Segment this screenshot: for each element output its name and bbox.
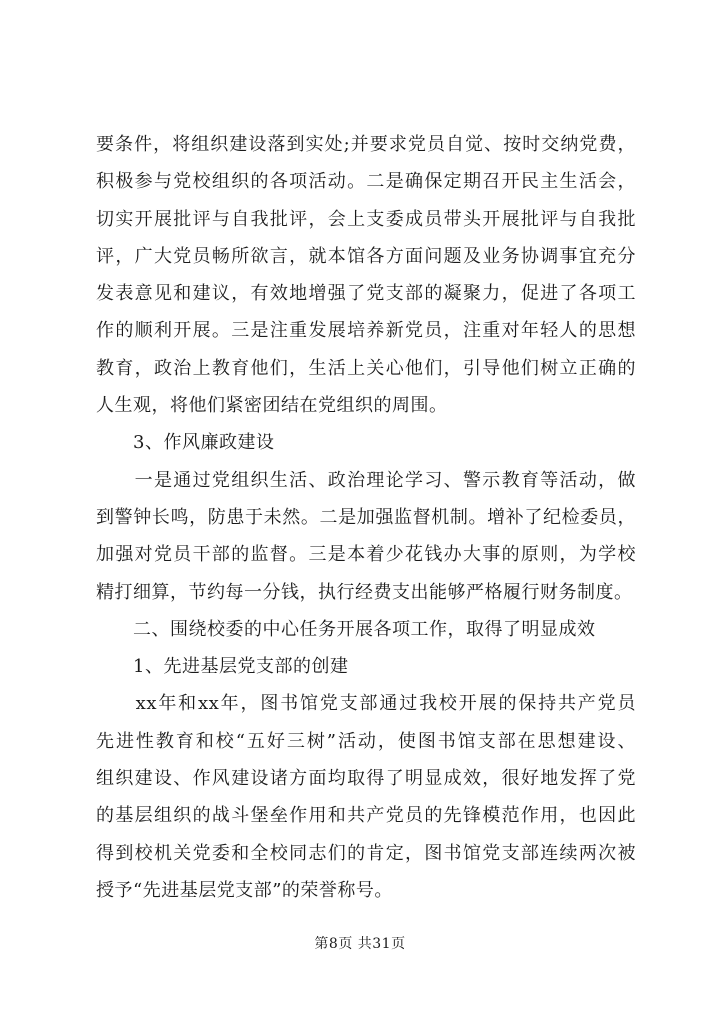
text-line: 人生观，将他们紧密团结在党组织的周围。 [96,395,448,417]
text-line: 切实开展批评与自我批评，会上支委成员带头开展批评与自我批 [96,208,636,230]
text-line: 授予“先进基层党支部”的荣誉称号。 [96,879,393,901]
section-heading: 3、作风廉政建设 [96,432,275,454]
text-line: 先进性教育和校“五好三树”活动，使图书馆支部在思想建设、 [96,730,636,752]
text-line: 精打细算，节约每一分钱，执行经费支出能够严格履行财务制度。 [96,581,633,603]
text-line: xx年和xx年，图书馆党支部通过我校开展的保持共产党员 [96,693,636,715]
text-line: 加强对党员干部的监督。三是本着少花钱办大事的原则，为学校 [96,544,636,566]
text-line: 评，广大党员畅所欲言，就本馆各方面问题及业务协调事宜充分 [96,245,636,267]
section-heading: 二、围绕校委的中心任务开展各项工作，取得了明显成效 [96,618,596,640]
page-footer: 第8页 共31页 [314,936,406,952]
text-line: 的基层组织的战斗堡垒作用和共产党员的先锋模范作用，也因此 [96,805,636,827]
text-line: 得到校机关党委和全校同志们的肯定，图书馆党支部连续两次被 [96,842,636,864]
text-line: 一是通过党组织生活、政治理论学习、警示教育等活动，做 [96,469,636,491]
section-heading: 1、先进基层党支部的创建 [96,656,349,678]
text-line: 到警钟长鸣，防患于未然。二是加强监督机制。增补了纪检委员， [96,506,636,528]
text-line: 作的顺利开展。三是注重发展培养新党员，注重对年轻人的思想 [96,320,636,342]
text-line: 积极参与党校组织的各项活动。二是确保定期召开民主生活会， [96,171,636,193]
text-line: 组织建设、作风建设诸方面均取得了明显成效，很好地发挥了党 [96,768,636,790]
body-text [96,126,636,909]
text-line: 教育，政治上教育他们，生活上关心他们，引导他们树立正确的 [96,357,636,379]
text-line: 发表意见和建议，有效地增强了党支部的凝聚力，促进了各项工 [96,283,636,305]
text-line: 要条件，将组织建设落到实处;并要求党员自觉、按时交纳党费， [96,134,636,155]
